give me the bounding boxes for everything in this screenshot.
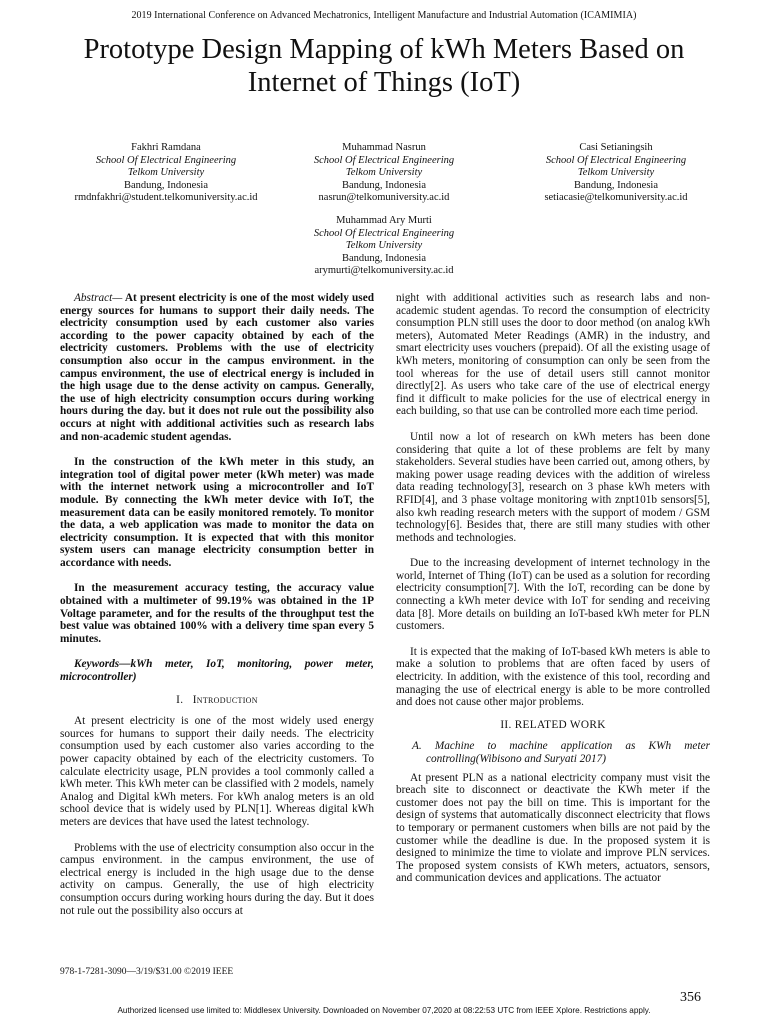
right-column <box>396 292 710 885</box>
author-name: Muhammad Ary Murti <box>336 215 432 226</box>
author-university: Telkom University <box>577 167 655 179</box>
author-email: setiacasie@telkomuniversity.ac.id <box>544 192 688 204</box>
author-city: Bandung, Indonesia <box>342 179 426 191</box>
paper-title <box>20 33 748 99</box>
author-name: Muhammad Nasrun <box>342 142 426 153</box>
right-paragraph-2: Until now a lot of research on kWh meters has been done considering that quite a lot of these problems are felt by many stakeholders. Several studies have been carried out, among others, by making power usage reading devices with the addition of wireless data reading technology[3], research on 3 phase kWh meters with RFID[4], and 3 phase voltage monitoring with znpt101b sensors[5], also kwh reading research meters with the support of modem / GSM technology[6]. Besides that, there are still many studies with other methods and technologies. <box>396 430 710 544</box>
subsection-heading-a: A. Machine to machine application as KWh meter controlling(Wibisono and Suryati 2017) <box>412 740 710 765</box>
author-university: Telkom University <box>345 240 423 252</box>
author-block-1 <box>58 142 274 205</box>
right-paragraph-3: Due to the increasing development of internet technology in the world, Internet of Thing (IoT) can be used as a solution for recording electricity consumption[7]. With the IoT, recording can be done by connecting a kWh meter device with IoT for sending and receiving data [8]. More details on building an IoT-based kWh meter for PLN customers. <box>396 557 710 633</box>
footer-isbn: 978-1-7281-3090—3/19/$31.00 ©2019 IEEE <box>60 967 234 977</box>
title-line-1: Prototype Design Mapping of kWh Meters Based on <box>83 34 685 65</box>
author-university: Telkom University <box>345 167 423 179</box>
author-school: School Of Electrical Engineering <box>95 154 237 166</box>
intro-paragraph-1: At present electricity is one of the most widely used energy sources for humans to support their daily needs. The electricity consumption used by each customer also varies according to the power capacity obtained by each of the electricity customers. To calculate electricity usage, PLN provides a tool commonly called a kWh meter. This kWh meter can be classified with 2 models, namely Analog and Digital kWh meters. For kWh analog meters is an old school device that is widely used by PLN[1]. Whereas digital kWh meters are devices that have used the latest technology. <box>60 715 374 828</box>
abstract-paragraph-1: Abstract— At present electricity is one of the most widely used energy sources for humans to support their daily needs. The electricity consumption used by each customer also varies according to the power capacity obtained by each of the electricity customers. Problems with the use of electricity consumption also occur in the campus environment. in the campus environment, the use of electrical energy is included in the high usage due to the dense activity on campus. Generally, the use of high electricity consumption occurs during working hours during the day. but it does not rule out the possibility also occurs at night with additional activities such as research labs and non-academic student agendas. <box>60 292 374 443</box>
keywords: Keywords—kWh meter, IoT, monitoring, power meter, microcontroller) <box>60 658 374 684</box>
intro-paragraph-2: Problems with the use of electricity consumption also occur in the campus environment. in the campus environment, the use of electrical energy is included in the high usage due to the dense activity on campus. Generally, the use of high electricity consumption occurs during working hours during the day. But it does not rule out the possibility also occurs at <box>60 841 374 917</box>
license-notice: Authorized licensed use limited to: Middlesex University. Downloaded on November 07,2020 at 08:22:53 UTC from IEEE Xplore. Restrictions apply. <box>117 1006 651 1015</box>
author-email: rmdnfakhri@student.telkomuniversity.ac.id <box>74 192 258 204</box>
abstract-lead: Abstract— <box>74 292 123 304</box>
author-city: Bandung, Indonesia <box>342 252 426 264</box>
author-block-3 <box>521 142 711 205</box>
abstract-paragraph-2: In the construction of the kWh meter in this study, an integration tool of digital power meter (kWh meter) was made with the internet network using a microcontroller and IoT module. By connecting the kWh meter device with IoT, the measurement data can be easily monitored remotely. To monitor the data, a web application was made to monitor the data on electricity consumption. It is expected that with this monitor system users can manage electricity consumption better in accordance with needs. <box>60 456 374 569</box>
right-paragraph-1: night with additional activities such as research labs and non-academic student agendas. To record the consumption of electricity consumption PLN still uses the door to door method (on analog kWh meters), Automated Meter Readings (AMR) in the industry, and smart electricity uses vouchers (prepaid). Of all the existing usage of kWh meters, monitoring of consumption can only be seen from the tool whereas for the use of detail users still cannot monitor directly[2]. As users who take care of the use of electrical energy find it difficult to make policies for the use of electrical energy in each building, so that use can be controlled more each time period. <box>396 292 710 418</box>
section-heading-related-work: II. RELATED WORK <box>500 718 606 731</box>
left-column <box>60 292 374 917</box>
author-school: School Of Electrical Engineering <box>545 154 687 166</box>
abstract-paragraph-3: In the measurement accuracy testing, the accuracy value obtained with a multimeter of 99.19% was obtained in the 1P Voltage parameter, and for the results of the throughput test the best value was obtained 100% with a delivery time span every 5 minutes. <box>60 582 374 645</box>
author-name: Casi Setianingsih <box>579 142 653 153</box>
title-line-2: Internet of Things (IoT) <box>247 67 521 98</box>
author-block-2 <box>289 142 479 205</box>
author-university: Telkom University <box>127 167 205 179</box>
right-paragraph-5: At present PLN as a national electricity company must visit the breach site to disconnect or deactivate the KWh meter if the customer does not pay the bill on time. This is important for the design of systems that automatically disconnect electricity that flows to temporary or permanent customers when bills are not paid by the customer while the deadline is due. In the proposed system it is designed to minimize the time to violate and improve PLN services. The proposed system consists of KWh meters, actuators, sensors, and communication devices and applications. The actuator <box>396 771 710 885</box>
author-school: School Of Electrical Engineering <box>313 227 455 239</box>
author-name: Fakhri Ramdana <box>131 142 201 153</box>
section-heading-introduction: I. Introduction <box>176 693 258 706</box>
author-school: School Of Electrical Engineering <box>313 154 455 166</box>
right-paragraph-4: It is expected that the making of IoT-based kWh meters is able to make a solution to problems that are often faced by users of electricity. In addition, with the existence of this tool, recording and managing the use of electrical energy is able to be more controlled and does not cause other major problems. <box>396 645 710 709</box>
author-email: nasrun@telkomuniversity.ac.id <box>318 192 450 204</box>
author-email: arymurti@telkomuniversity.ac.id <box>314 265 454 277</box>
conference-header: 2019 International Conference on Advanced Mechatronics, Intelligent Manufacture and Industrial Automation (ICAMIMIA) <box>131 10 637 21</box>
page-number: 356 <box>680 990 701 1005</box>
author-city: Bandung, Indonesia <box>124 179 208 191</box>
author-city: Bandung, Indonesia <box>574 179 658 191</box>
author-block-4 <box>289 215 479 278</box>
